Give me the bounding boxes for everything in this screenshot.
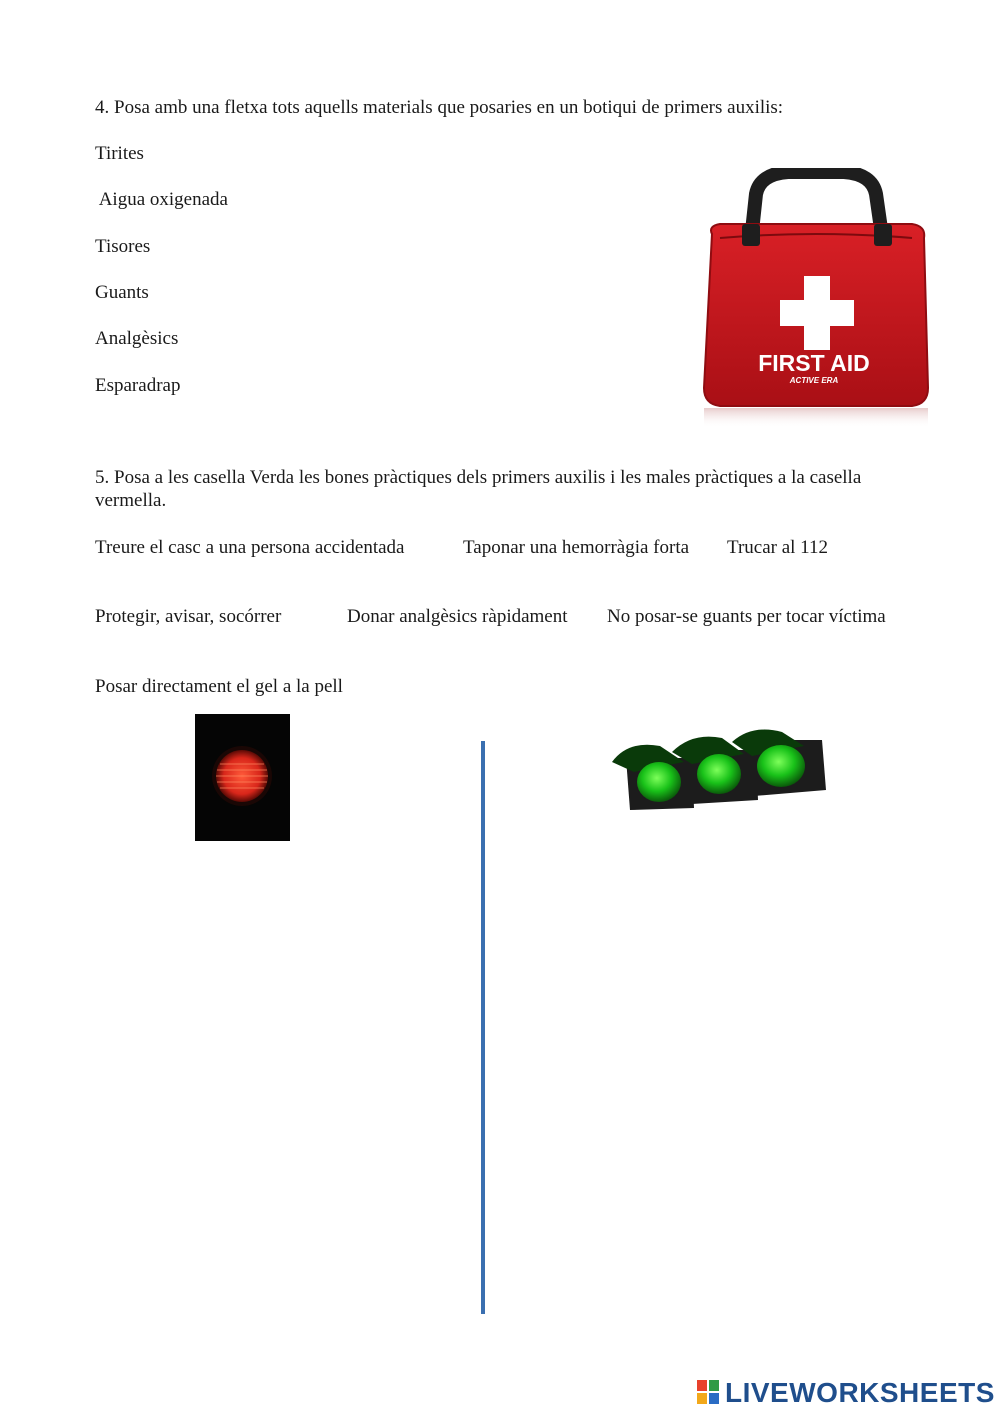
kit-sublabel: ACTIVE ERA xyxy=(789,376,839,385)
practice-item-protegir-avisar-socorrer[interactable]: Protegir, avisar, socórrer xyxy=(95,606,282,627)
material-item-guants[interactable]: Guants xyxy=(95,282,149,303)
question-5-prompt: 5. Posa a les casella Verda les bones pràctiques dels primers auxilis i les males pràctiques a la casella vermella. xyxy=(95,467,862,511)
green-traffic-lights-icon xyxy=(604,726,834,820)
kit-label: FIRST AID xyxy=(758,350,870,376)
question-4-prompt: 4. Posa amb una fletxa tots aquells materials que posaries en un botiqui de primers auxilis: xyxy=(95,97,784,118)
first-aid-kit-image xyxy=(698,168,934,430)
material-item-tisores[interactable]: Tisores xyxy=(95,236,151,257)
red-traffic-light-icon xyxy=(195,714,290,841)
material-item-tirites[interactable]: Tirites xyxy=(95,143,144,164)
liveworksheets-logo-icon xyxy=(697,1380,721,1406)
material-item-aigua-oxigenada[interactable]: Aigua oxigenada xyxy=(95,189,228,210)
practice-item-treure-casc[interactable]: Treure el casc a una persona accidentada xyxy=(95,537,405,558)
practice-item-trucar-112[interactable]: Trucar al 112 xyxy=(727,537,828,558)
practice-item-posar-gel[interactable]: Posar directament el gel a la pell xyxy=(95,676,343,697)
practice-item-no-posar-guants[interactable]: No posar-se guants per tocar víctima xyxy=(607,606,886,627)
material-item-analgesics[interactable]: Analgèsics xyxy=(95,328,179,349)
liveworksheets-brand xyxy=(697,1376,995,1410)
brand-name: LIVEWORKSHEETS xyxy=(725,1377,995,1408)
material-item-esparadrap[interactable]: Esparadrap xyxy=(95,375,181,396)
column-divider xyxy=(480,741,486,1314)
practice-item-taponar-hemorragia[interactable]: Taponar una hemorràgia forta xyxy=(463,537,690,558)
practice-item-donar-analgesics[interactable]: Donar analgèsics ràpidament xyxy=(347,606,568,627)
